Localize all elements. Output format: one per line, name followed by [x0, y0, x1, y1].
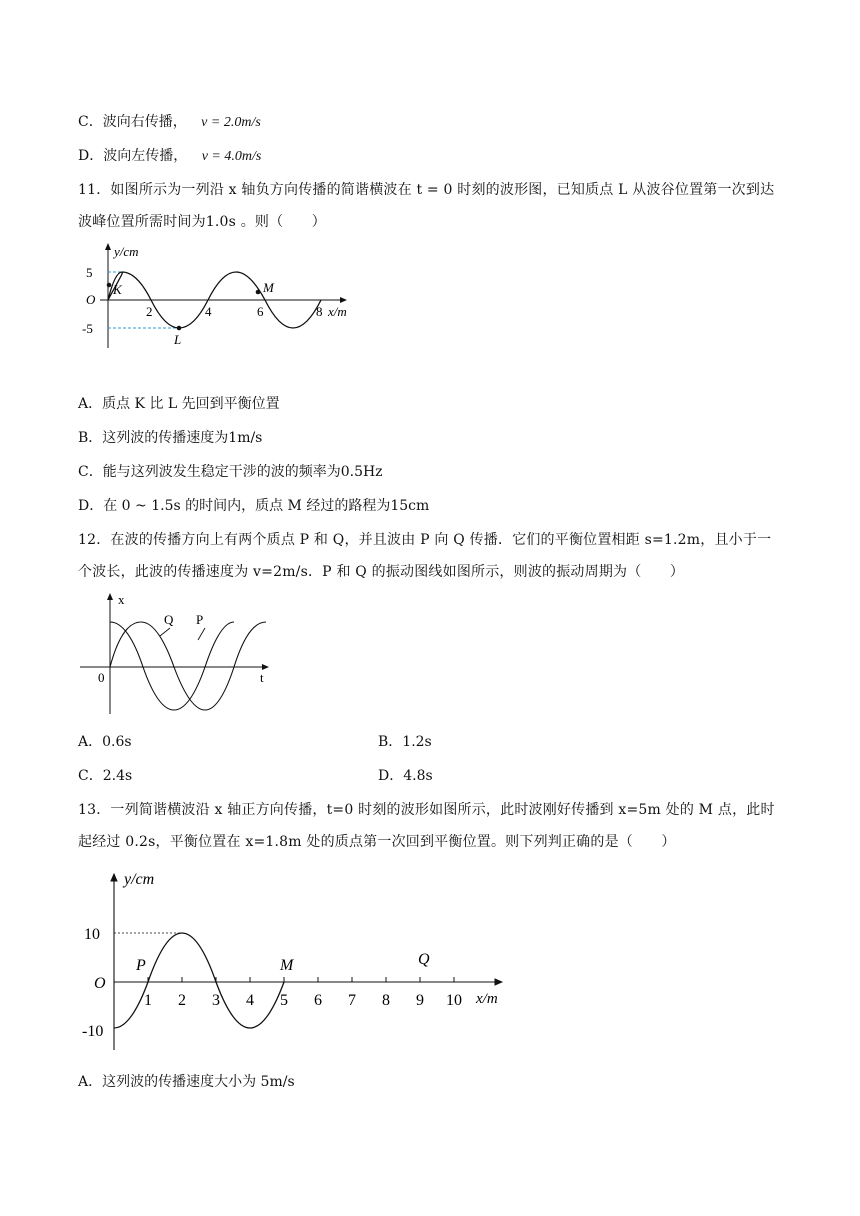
q12-option-c: C．2.4s — [78, 768, 133, 784]
ytick-label: 5 — [86, 265, 93, 280]
point-p-label: P — [136, 957, 146, 974]
point-l — [177, 326, 182, 331]
xtick-label: 7 — [348, 992, 356, 1009]
q11-option-b: B．这列波的传播速度为1m/s — [78, 430, 263, 446]
wave-curve — [114, 933, 284, 1028]
q11-option-c: C．能与这列波发生稳定干涉的波的频率为0.5Hz — [78, 464, 383, 480]
point-l-label: L — [174, 332, 182, 347]
q11-stem-line1: 11．如图所示为一列沿 x 轴负方向传播的简谐横波在 t = 0 时刻的波形图，已知质点 L 从波谷位置第一次到达 — [78, 182, 775, 198]
q12-stem-line1: 12．在波的传播方向上有两个质点 P 和 Q，并且波由 P 向 Q 传播．它们的平衡位置相距 s=1.2m，且小于一 — [78, 532, 772, 548]
option-text: D．波向左传播， — [78, 148, 188, 164]
xtick-label: 4 — [246, 992, 254, 1009]
point-m-label: M — [263, 280, 274, 295]
xtick-label: 4 — [205, 304, 212, 319]
q-curve — [110, 622, 234, 710]
y-axis-label: x — [118, 592, 125, 607]
q12-stem-line2: 个波长，此波的传播速度为 v=2m/s．P 和 Q 的振动图线如图所示，则波的振动周期为（ ） — [78, 564, 685, 580]
y-axis-label: y/cm — [124, 871, 155, 888]
option-text: C．波向右传播， — [78, 114, 187, 130]
xtick-label: 2 — [178, 992, 186, 1009]
p-curve-label: P — [196, 612, 204, 627]
q12-option-b: B．1.2s — [378, 734, 432, 750]
option-value: v = 4.0m/s — [201, 149, 262, 164]
q-leader — [160, 628, 170, 636]
q13-stem-line2: 起经过 0.2s，平衡位置在 x=1.8m 处的质点第一次回到平衡位置。则下列判正确的是（ ） — [78, 834, 676, 850]
q11-option-d: D．在 0 ~ 1.5s 的时间内，质点 M 经过的路程为15cm — [78, 498, 430, 514]
xtick-label: 8 — [316, 304, 323, 319]
origin-label: 0 — [98, 670, 105, 685]
xtick-label: 6 — [257, 304, 264, 319]
x-axis-label: x/m — [328, 304, 347, 319]
origin-label: O — [86, 292, 96, 307]
p-leader — [198, 628, 205, 640]
x-tick-labels — [144, 992, 462, 1009]
ytick-label: 10 — [84, 926, 100, 943]
ytick-label: -5 — [82, 321, 93, 336]
p-curve — [110, 622, 266, 710]
point-k-label: K — [113, 282, 122, 297]
t-axis-label: t — [260, 670, 264, 685]
xtick-label: 1 — [144, 992, 152, 1009]
prev-option-c — [78, 112, 261, 133]
q12-option-d: D．4.8s — [378, 768, 433, 784]
q13-wave-figure — [74, 866, 510, 1054]
x-axis-label: x/m — [476, 991, 498, 1007]
ytick-label: -10 — [82, 1023, 104, 1040]
point-m — [256, 290, 261, 295]
xtick-label: 9 — [416, 992, 424, 1009]
y-axis-label: y/cm — [114, 244, 139, 259]
q12-vibration-figure — [78, 588, 278, 716]
option-value: v = 2.0m/s — [201, 115, 261, 130]
point-m-label: M — [280, 957, 294, 974]
xtick-label: 10 — [446, 992, 462, 1009]
q11-wave-figure — [80, 236, 370, 354]
q12-option-a: A．0.6s — [78, 734, 132, 750]
x-ticks — [148, 977, 454, 982]
xtick-label: 5 — [280, 992, 288, 1009]
q13-stem-line1: 13．一列简谐横波沿 x 轴正方向传播，t=0 时刻的波形如图所示，此时波刚好传播到 x=5m 处的 M 点，此时 — [78, 802, 775, 818]
xtick-label: 3 — [212, 992, 220, 1009]
xtick-label: 2 — [146, 304, 153, 319]
q11-stem-line2: 波峰位置所需时间为1.0s 。则（ ） — [78, 214, 326, 230]
origin-label: O — [94, 975, 106, 992]
q13-option-a: A．这列波的传播速度大小为 5m/s — [78, 1074, 295, 1090]
q11-option-a: A．质点 K 比 L 先回到平衡位置 — [78, 396, 280, 412]
point-k — [107, 283, 112, 288]
prev-option-d — [78, 146, 261, 167]
xtick-label: 6 — [314, 992, 322, 1009]
q-curve-label: Q — [164, 612, 174, 627]
point-q-label: Q — [418, 951, 430, 968]
xtick-label: 8 — [382, 992, 390, 1009]
